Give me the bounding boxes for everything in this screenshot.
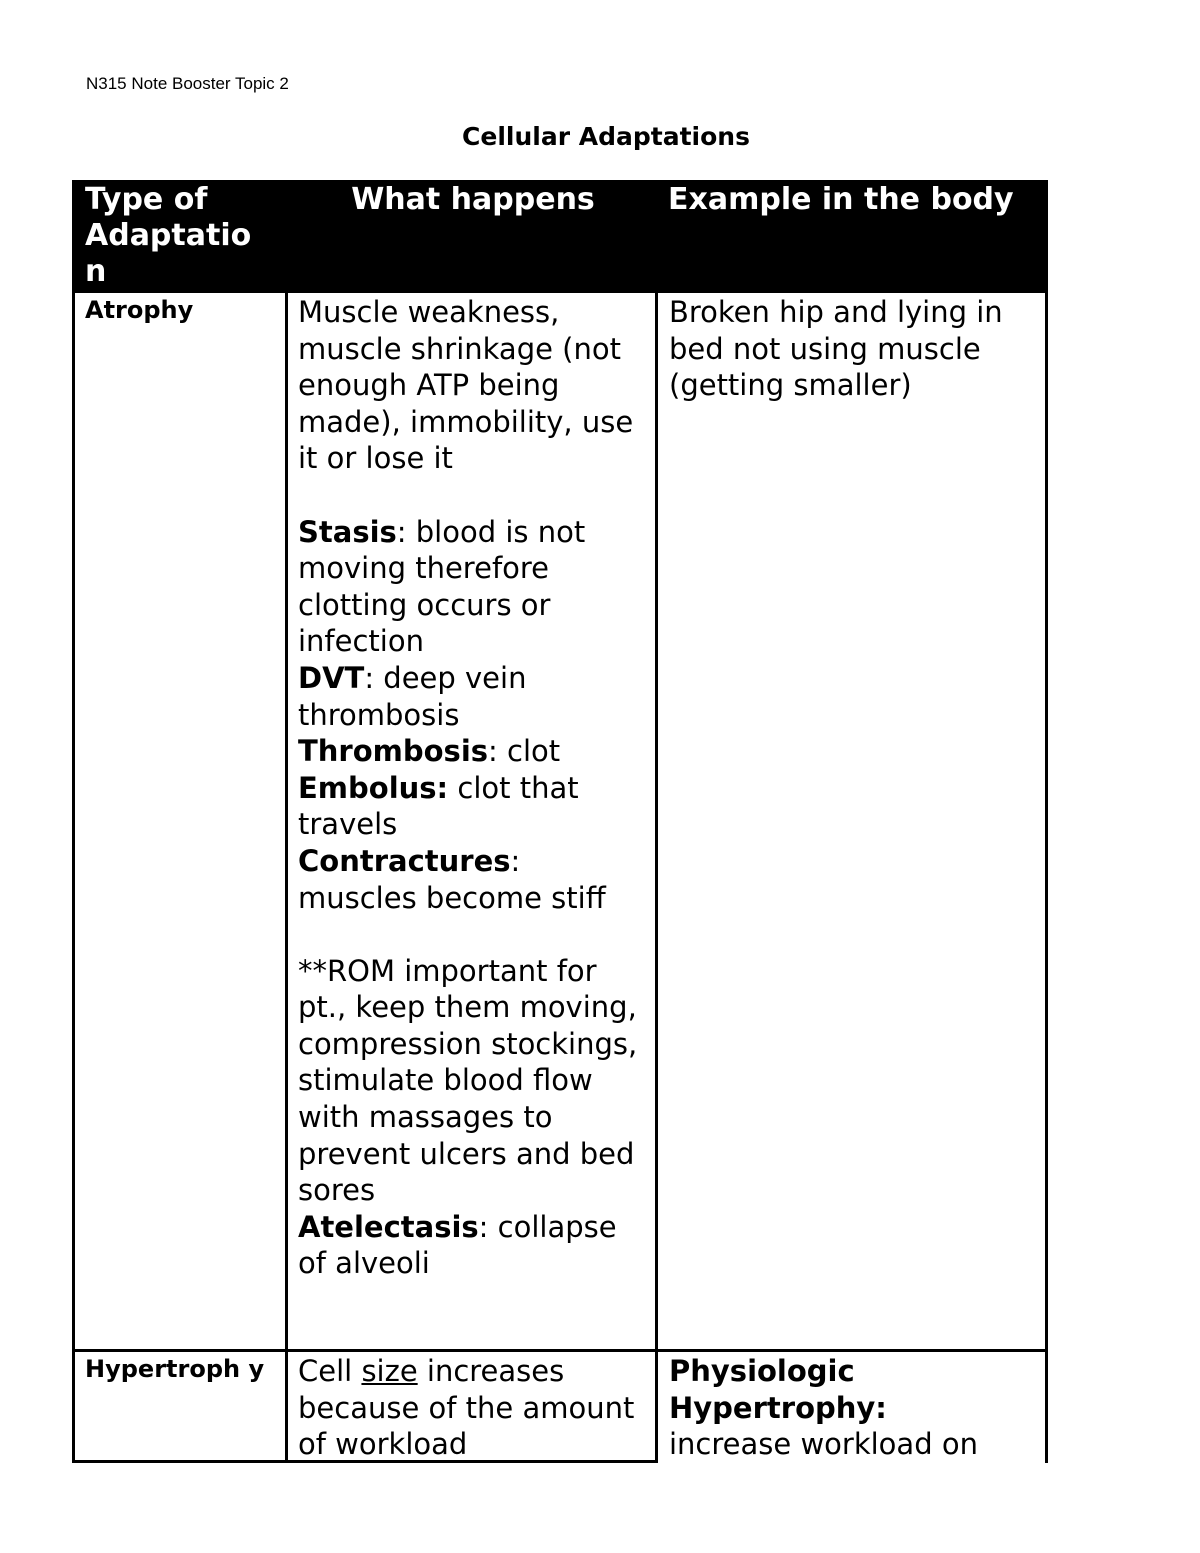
- row-type-hypertrophy: Hypertroph y: [85, 1355, 265, 1383]
- page-title: Cellular Adaptations: [462, 122, 750, 151]
- table-divider: [655, 290, 658, 1463]
- row-type-atrophy: Atrophy: [85, 296, 194, 324]
- term-contractures: Contractures: muscles become stiff: [298, 843, 606, 915]
- term-stasis: Stasis: blood is not moving therefore clotting occurs or infection: [298, 514, 586, 659]
- header-type-of-adaptation: Type of Adaptatio n: [85, 182, 252, 289]
- header-example: Example in the body: [668, 182, 1014, 217]
- table-divider: [1045, 180, 1048, 1463]
- header-what-happens: What happens: [351, 182, 595, 217]
- physiologic-hypertrophy-text: increase workload on: [669, 1427, 978, 1462]
- term-embolus: Embolus: clot that travels: [298, 770, 579, 842]
- term-thrombosis: Thrombosis: clot: [298, 734, 561, 769]
- document-header: N315 Note Booster Topic 2: [86, 74, 289, 93]
- cell-example-atrophy: Broken hip and lying in bed not using muscle (getting smaller): [669, 295, 1003, 403]
- term-physiologic-hypertrophy: Physiologic Hypertrophy:: [669, 1354, 887, 1425]
- cell-what-happens-hypertrophy: Cell size increases because of the amount of workload: [298, 1354, 635, 1462]
- term-atelectasis: Atelectasis: collapse of alveoli: [298, 1209, 617, 1281]
- cell-example-hypertrophy: [669, 1353, 1039, 1463]
- rom-note: **ROM important for pt., keep them moving, compression stockings, stimulate blood flow with massages to prevent ulcers and bed sores: [298, 953, 638, 1208]
- table-divider: [285, 290, 288, 1463]
- table-divider: [72, 180, 75, 1463]
- cell-what-happens-atrophy: [298, 294, 648, 1282]
- term-dvt: DVT: deep vein thrombosis: [298, 660, 527, 732]
- atrophy-intro: Muscle weakness, muscle shrinkage (not enough ATP being made), immobility, use it or lose it: [298, 295, 634, 476]
